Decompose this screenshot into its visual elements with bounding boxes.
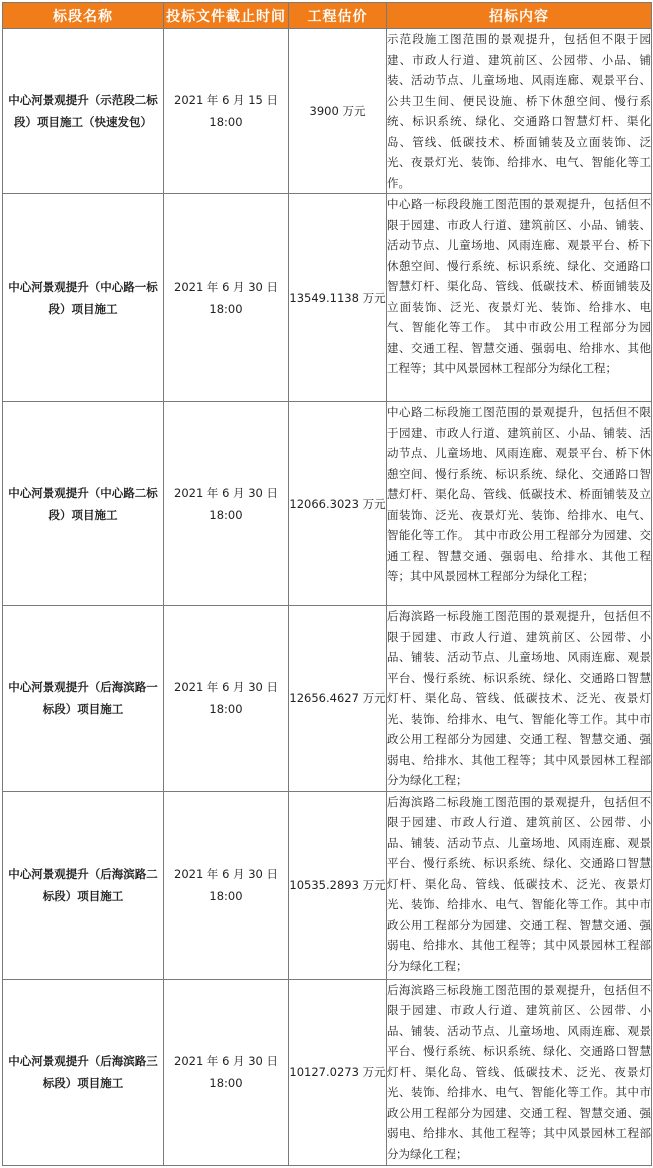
- header-content: 招标内容: [387, 3, 652, 29]
- deadline-cell: 2021 年 6 月 15 日 18:00: [164, 29, 289, 194]
- estimate-cell: 13549.1138 万元: [289, 194, 387, 402]
- table-row: [3, 194, 652, 402]
- content-cell: 后海滨路三标段施工图范围的景观提升，包括但不限于园建、市政人行道、建筑前区、公园带、小品、铺装、活动节点、儿童场地、风雨连廊、观景平台、慢行系统、标识系统、绿化、交通路口智慧灯杆、渠化岛、管线、低碳技术、泛光、夜景灯光、装饰、给排水、电气、智能化等工作。其中市政公用工程部分为园建、交通工程、智慧交通、强弱电、给排水、其他工程等；其中风景园林工程部分为绿化工程；: [387, 979, 652, 1165]
- content-cell: 中心路一标段段施工图范围的景观提升，包括但不限于园建、市政人行道、建筑前区、小品、铺装、活动节点、儿童场地、风雨连廊、观景平台、桥下休憩空间、慢行系统、标识系统、绿化、交通路口智慧灯杆、渠化岛、管线、低碳技术、桥面铺装及立面装饰、泛光、夜景灯光、装饰、给排水、电气、智能化等工作。 其中市政公用工程部分为园建、交通工程、智慧交通、强弱电、给排水、其他工程等；其中风景园林工程部分为绿化工程；: [387, 194, 652, 402]
- section-name-cell: 中心河景观提升（中心路二标段）项目施工: [3, 402, 164, 606]
- tender-table: [2, 2, 652, 1166]
- section-name-cell: 中心河景观提升（示范段二标段）项目施工（快速发包）: [3, 29, 164, 194]
- estimate-cell: 10127.0273 万元: [289, 979, 387, 1165]
- deadline-cell: 2021 年 6 月 30 日 18:00: [164, 402, 289, 606]
- content-cell: 后海滨路一标段施工图范围的景观提升，包括但不限于园建、市政人行道、建筑前区、公园带、小品、铺装、活动节点、儿童场地、风雨连廊、观景平台、慢行系统、标识系统、绿化、交通路口智慧灯杆、渠化岛、管线、低碳技术、泛光、夜景灯光、装饰、给排水、电气、智能化等工作。其中市政公用工程部分为园建、交通工程、智慧交通、强弱电、给排水、其他工程等；其中风景园林工程部分为绿化工程；: [387, 606, 652, 792]
- header-section-name: 标段名称: [3, 3, 164, 29]
- content-cell: 中心路二标段施工图范围的景观提升，包括但不限于园建、市政人行道、建筑前区、小品、铺装、活动节点、儿童场地、风雨连廊、观景平台、桥下休憩空间、慢行系统、标识系统、绿化、交通路口智慧灯杆、渠化岛、管线、低碳技术、桥面铺装及立面装饰、泛光、夜景灯光、装饰、给排水、电气、智能化等工作。 其中市政公用工程部分为园建、交通工程、智慧交通、强弱电、给排水、其他工程等；其中风景园林工程部分为绿化工程；: [387, 402, 652, 606]
- estimate-cell: 12066.3023 万元: [289, 402, 387, 606]
- table-row: [3, 402, 652, 606]
- table-row: [3, 29, 652, 194]
- estimate-cell: 10535.2893 万元: [289, 791, 387, 979]
- table-row: [3, 791, 652, 979]
- estimate-cell: 3900 万元: [289, 29, 387, 194]
- estimate-cell: 12656.4627 万元: [289, 606, 387, 792]
- deadline-cell: 2021 年 6 月 30 日 18:00: [164, 606, 289, 792]
- deadline-cell: 2021 年 6 月 30 日 18:00: [164, 194, 289, 402]
- content-cell: 示范段施工图范围的景观提升，包括但不限于园建、市政人行道、建筑前区、公园带、小品、铺装、活动节点、儿童场地、风雨连廊、观景平台、公共卫生间、便民设施、桥下休憩空间、慢行系统、标识系统、绿化、交通路口智慧灯杆、渠化岛、管线、低碳技术、桥面铺装及立面装饰、泛光、夜景灯光、装饰、给排水、电气、智能化等工作。: [387, 29, 652, 194]
- header-deadline: 投标文件截止时间: [164, 3, 289, 29]
- section-name-cell: 中心河景观提升（后海滨路一标段）项目施工: [3, 606, 164, 792]
- section-name-cell: 中心河景观提升（后海滨路二标段）项目施工: [3, 791, 164, 979]
- section-name-cell: 中心河景观提升（后海滨路三标段）项目施工: [3, 979, 164, 1165]
- header-estimate: 工程估价: [289, 3, 387, 29]
- section-name-cell: 中心河景观提升（中心路一标段）项目施工: [3, 194, 164, 402]
- tender-table-container: [2, 2, 651, 1166]
- deadline-cell: 2021 年 6 月 30 日 18:00: [164, 979, 289, 1165]
- deadline-cell: 2021 年 6 月 30 日 18:00: [164, 791, 289, 979]
- content-cell: 后海滨路二标段施工图范围的景观提升，包括但不限于园建、市政人行道、建筑前区、公园带、小品、铺装、活动节点、儿童场地、风雨连廊、观景平台、慢行系统、标识系统、绿化、交通路口智慧灯杆、渠化岛、管线、低碳技术、泛光、夜景灯光、装饰、给排水、电气、智能化等工作。其中市政公用工程部分为园建、交通工程、智慧交通、强弱电、给排水、其他工程等；其中风景园林工程部分为绿化工程；: [387, 791, 652, 979]
- table-header-row: [3, 3, 652, 29]
- table-row: [3, 606, 652, 792]
- table-row: [3, 979, 652, 1165]
